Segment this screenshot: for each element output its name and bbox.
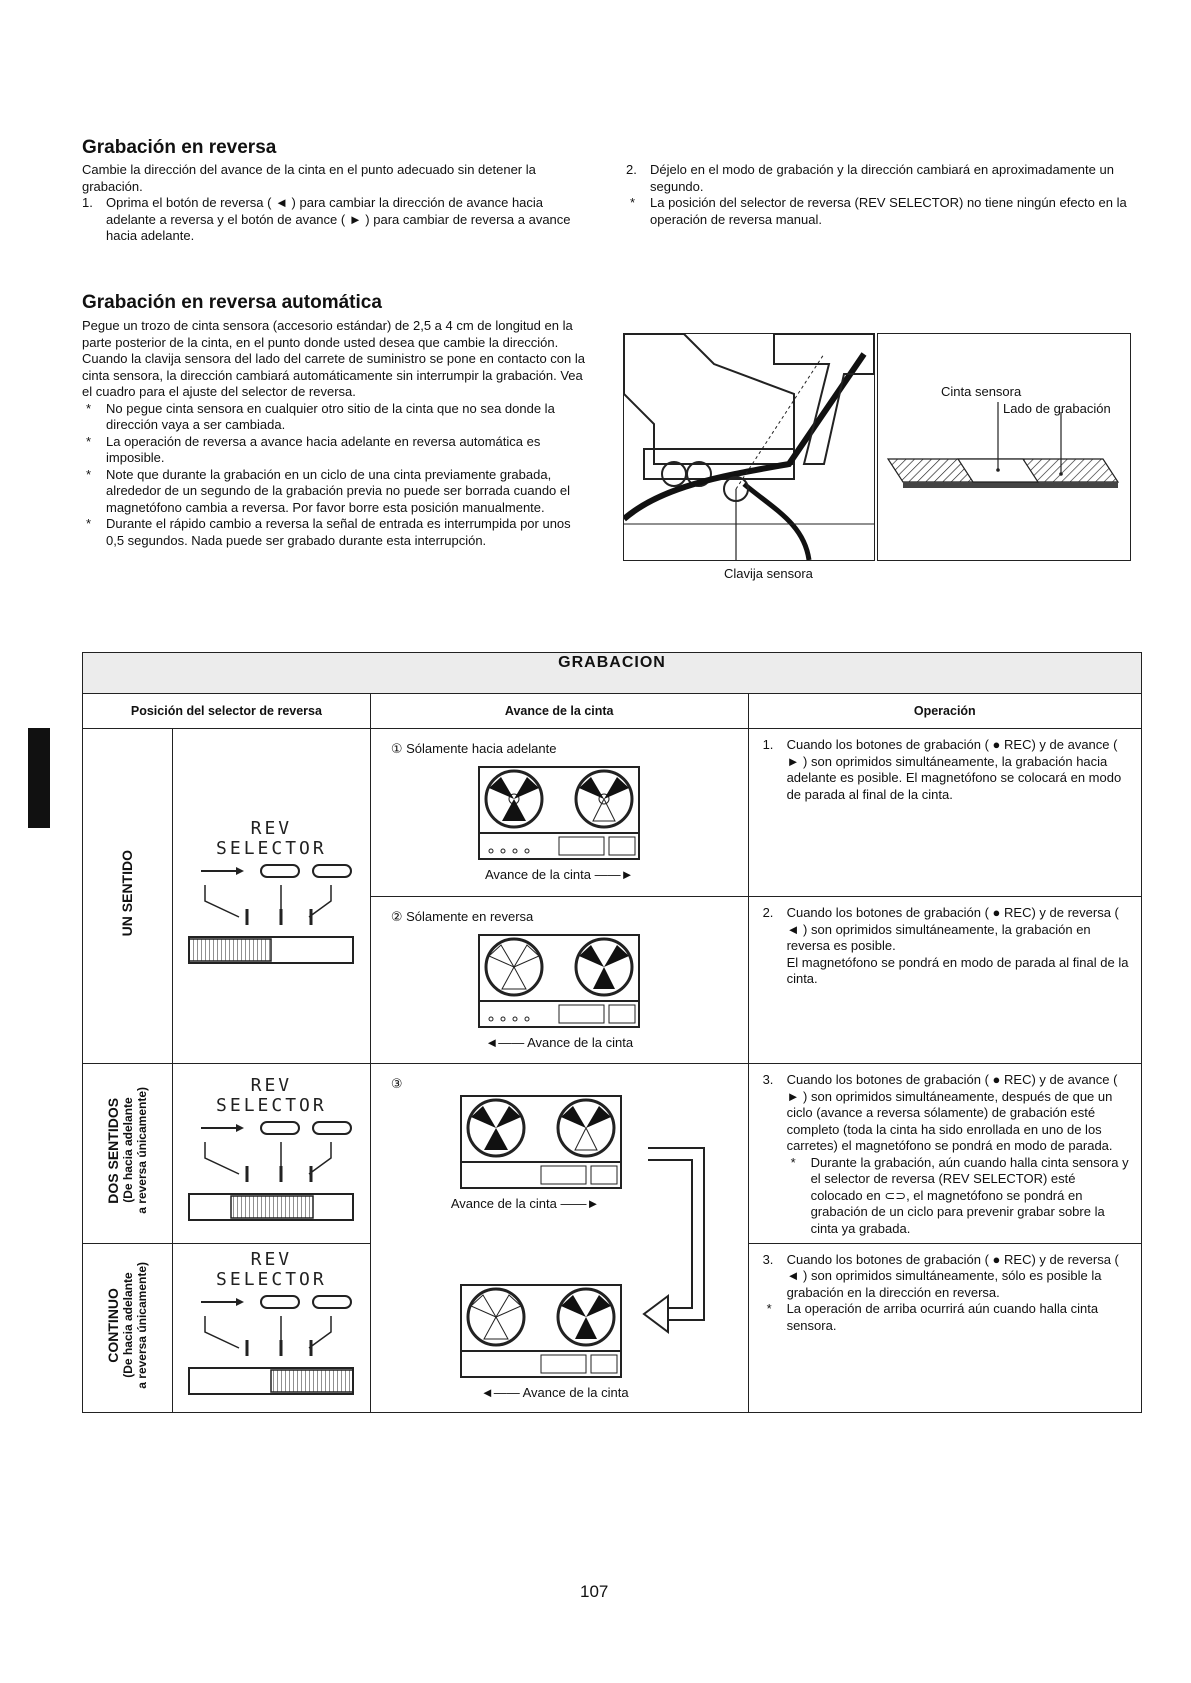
- sensor-tape-illustration: [877, 333, 1131, 561]
- section2-note: * Note que durante la grabación en un ciclo de una cinta previamente grabada, alrededor de un segundo de la grabación previa no puede ser borrada cuando el magnetófono cambia a reversa. Por favor borre esta posición manualmente.: [86, 466, 571, 515]
- recording-side-label: Lado de grabación: [1003, 401, 1111, 416]
- section1-left-text: [82, 162, 586, 245]
- cycle-reverse-caption: ◄—— Avance de la cinta: [480, 1385, 629, 1400]
- cycle-forward-caption: Avance de la cinta ——►: [450, 1196, 600, 1211]
- operation-two-way: 3. Cuando los botones de grabación ( ● REC) y de avance ( ► ) son oprimidos simultáneamente, después de que un ciclo (avance a reversa sólamente) de grabación esté completo (toda la cinta ha sido enrollada en uno de los carretes) el magnetófono se pondrá en modo de parada. * Durante la grabación, aún cuando halla cinta sensora y el selector de reversa (REV SELECTOR) esté colocado en ⊂⊃, el magnetófono se pondrá en grabación de un ciclo para prevenir grabar sobre la cinta ya grabada.: [748, 1064, 1141, 1244]
- sensor-pin-label: Clavija sensora: [724, 566, 813, 581]
- selector-diagram-two-way: [172, 1064, 370, 1244]
- operation-reverse: 2. Cuando los botones de grabación ( ● REC) y de reversa ( ◄ ) son oprimidos simultáneamente, la grabación en reversa es posible. El magnetófono se pondrá en modo de parada al final de la cinta.: [748, 897, 1141, 1064]
- column-header-selector: Posición del selector de reversa: [83, 694, 371, 729]
- section-title-auto-reverse: Grabación en reversa automática: [82, 292, 382, 313]
- selector-diagram-one-way: [172, 729, 370, 1064]
- page-number: 107: [580, 1582, 609, 1601]
- tape-deck-icon: [451, 1281, 631, 1381]
- section1-right-text: [626, 162, 1134, 228]
- selector-switch-icon: [181, 1116, 361, 1226]
- mode-one-way: UN SENTIDO: [83, 729, 173, 1064]
- sensor-tape-label: Cinta sensora: [941, 384, 1022, 399]
- operation-forward: 1. Cuando los botones de grabación ( ● REC) y de avance ( ► ) son oprimidos simultáneamente, la grabación hacia adelante es posible. El magnetófono se colocará en modo de parada al final de la cinta.: [748, 729, 1141, 897]
- section2-note: * La operación de reversa a avance hacia adelante en reversa automática es imposible.: [86, 433, 541, 465]
- recording-table: [82, 652, 1142, 1413]
- column-header-operation: Operación: [748, 694, 1141, 729]
- selector-text-rev: REV: [250, 1074, 293, 1096]
- tape-deck-icon: [469, 931, 649, 1031]
- forward-caption: Avance de la cinta ——►: [484, 867, 634, 882]
- reverse-only-title: ② Sólamente en reversa: [390, 909, 534, 924]
- cycle-mark: ③: [390, 1076, 403, 1091]
- section-edge-tab: [28, 728, 50, 828]
- reverse-caption: ◄—— Avance de la cinta: [485, 1035, 634, 1050]
- section1-note: * La posición del selector de reversa (REV SELECTOR) no tiene ningún efecto en la operación de reversa manual.: [630, 195, 1127, 227]
- selector-text-selector: SELECTOR: [216, 1269, 327, 1291]
- section2-intro: Pegue un trozo de cinta sensora (accesorio estándar) de 2,5 a 4 cm de longitud en la parte posterior de la cinta, en el punto donde usted desea que cambie la dirección. Cuando la clavija sensora del lado del carrete de suministro se pone en contacto con la cinta sensora, la dirección cambiará automáticamente sin interrumpir la grabación. Vea el cuadro para el ajuste del selector de reversa.: [82, 318, 585, 399]
- section-title-reverse-recording: Grabación en reversa: [82, 137, 277, 158]
- selector-switch-icon: [181, 1290, 361, 1400]
- selector-diagram-continuous: [172, 1243, 370, 1412]
- section2-text: [82, 318, 586, 549]
- tape-deck-icon: [451, 1092, 631, 1192]
- selector-text-selector: SELECTOR: [216, 1094, 327, 1116]
- section1-step1: 1. Oprima el botón de reversa ( ◄ ) para cambiar la dirección de avance hacia adelante a reversa y el botón de avance ( ► ) para cambiar de reversa a avance hacia adelante.: [82, 195, 571, 243]
- sensor-pin-illustration: [623, 333, 875, 561]
- selector-text-rev: REV: [250, 1249, 293, 1271]
- section1-step2: 2. Déjelo en el modo de grabación y la dirección cambiará en aproximadamente un segundo.: [626, 162, 1114, 194]
- section2-note: * Durante el rápido cambio a reversa la señal de entrada es interrumpida por unos 0,5 segundos. Nada puede ser grabado durante esta interrupción.: [86, 516, 571, 548]
- section2-note: * No pegue cinta sensora en cualquier otro sitio de la cinta que no sea donde la dirección vaya a ser cambiada.: [86, 400, 555, 432]
- column-header-tape-advance: Avance de la cinta: [370, 694, 748, 729]
- mode-continuous: CONTINUO (De hacia adelante a reversa únicamente): [83, 1243, 173, 1412]
- forward-only-title: ① Sólamente hacia adelante: [390, 741, 557, 756]
- mode-two-way: DOS SENTIDOS (De hacia adelante a reversa únicamente): [83, 1064, 173, 1244]
- section1-intro: Cambie la dirección del avance de la cinta en el punto adecuado sin detener la grabación.: [82, 162, 536, 194]
- selector-text-selector: SELECTOR: [216, 837, 327, 859]
- selector-text-rev: REV: [250, 817, 293, 839]
- tape-advance-cycle: [370, 1064, 748, 1413]
- tape-advance-forward: [370, 729, 748, 897]
- tape-advance-reverse: [370, 897, 748, 1064]
- selector-switch-icon: [181, 859, 361, 969]
- cycle-arrow-icon: [638, 1124, 718, 1344]
- tape-deck-icon: [469, 763, 649, 863]
- table-title: GRABACION: [83, 653, 1142, 694]
- operation-continuous: 3. Cuando los botones de grabación ( ● REC) y de reversa ( ◄ ) son oprimidos simultáneamente, sólo es posible la grabación en la dirección en reversa. * La operación de arriba ocurrirá aún cuando halla cinta sensora.: [748, 1243, 1141, 1412]
